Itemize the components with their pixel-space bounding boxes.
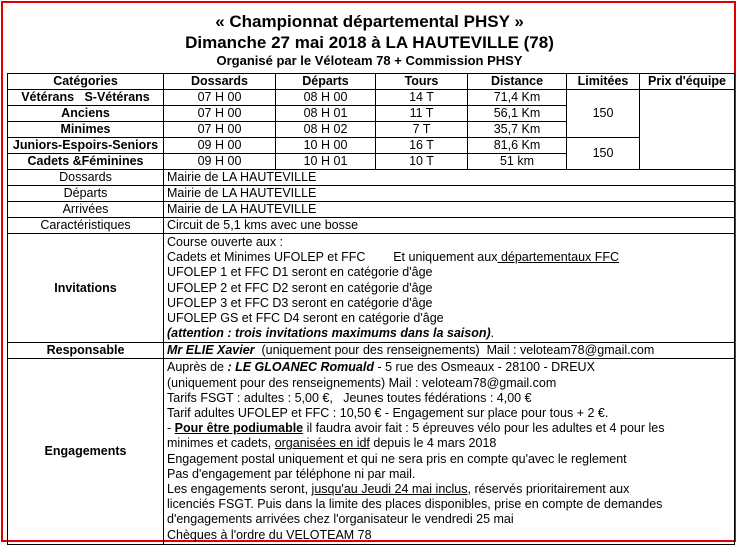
distance-value: 81,6 Km: [468, 138, 567, 154]
invitations-line: UFOLEP 1 et FFC D1 seront en catégorie d'âge: [167, 265, 433, 280]
invitations-line: UFOLEP 2 et FFC D2 seront en catégorie d'âge: [167, 280, 433, 295]
distance-value: 51 km: [468, 154, 567, 170]
category-name: Vétérans S-Vétérans: [8, 90, 164, 106]
responsable-value: Mr ELIE Xavier (uniquement pour des renseignements) Mail : veloteam78@gmail.com: [164, 343, 735, 359]
page-title: « Championnat départemental PHSY »: [215, 12, 524, 31]
info-label: Arrivées: [8, 202, 164, 218]
category-name: Anciens: [8, 106, 164, 122]
info-label: Dossards: [8, 170, 164, 186]
info-value: Mairie de LA HAUTEVILLE: [164, 186, 735, 202]
engagements-row: [8, 359, 735, 544]
invitations-line: UFOLEP 3 et FFC D3 seront en catégorie d'âge: [167, 295, 433, 310]
info-value: Mairie de LA HAUTEVILLE: [164, 202, 735, 218]
engagements-line: - Pour être podiumable il faudra avoir fait : 5 épreuves vélo pour les adultes et 4 pour les: [167, 421, 665, 436]
tours-count: 11 T: [376, 106, 468, 122]
depart-time: 08 H 01: [276, 106, 376, 122]
engagements-line: Pas d'engagement par téléphone ni par mail.: [167, 466, 416, 481]
limitees-value: 150: [567, 138, 640, 170]
limitees-value: 150: [567, 90, 640, 138]
distance-value: 71,4 Km: [468, 90, 567, 106]
engagements-line: Chèques à l'ordre du VELOTEAM 78: [167, 527, 372, 542]
engagements-line: Tarifs FSGT : adultes : 5,00 €, Jeunes toutes fédérations : 4,00 €: [167, 390, 532, 405]
invitations-row: [8, 234, 735, 343]
info-row: [8, 218, 735, 234]
tours-count: 16 T: [376, 138, 468, 154]
dossards-time: 07 H 00: [164, 106, 276, 122]
category-name: Minimes: [8, 122, 164, 138]
engagements-line: Les engagements seront, jusqu'au Jeudi 24 mai inclus, réservés prioritairement aux: [167, 482, 630, 497]
responsable-row: [8, 343, 735, 359]
col-distance: Distance: [468, 74, 567, 90]
invitations-line: Course ouverte aux :: [167, 235, 284, 249]
category-name: Cadets &Féminines: [8, 154, 164, 170]
table-row: [8, 138, 735, 154]
depart-time: 08 H 00: [276, 90, 376, 106]
engagements-line: Tarif adultes UFOLEP et FFC : 10,50 € - Engagement sur place pour tous + 2 €.: [167, 406, 609, 421]
responsable-name: Mr ELIE Xavier: [167, 343, 255, 358]
prix-equipe-cell: [640, 90, 735, 170]
dossards-time: 07 H 00: [164, 90, 276, 106]
col-departs: Départs: [276, 74, 376, 90]
col-prix-equipe: Prix d'équipe: [640, 74, 735, 90]
engagements-line: (uniquement pour des renseignements) Mail : veloteam78@gmail.com: [167, 375, 557, 390]
engagements-line: Engagement postal uniquement et qui ne sera pris en compte qu'avec le reglement: [167, 451, 627, 466]
depart-time: 10 H 01: [276, 154, 376, 170]
depart-time: 08 H 02: [276, 122, 376, 138]
engagements-line: Auprès de : LE GLOANEC Romuald - 5 rue des Osmeaux - 28100 - DREUX: [167, 360, 595, 375]
event-date: Dimanche 27 mai 2018 à LA HAUTEVILLE (78): [185, 33, 554, 52]
invitations-line: (attention : trois invitations maximums dans la saison).: [167, 326, 495, 341]
invitations-line: Cadets et Minimes UFOLEP et FFC Et uniquement aux départementaux FFC: [167, 250, 620, 265]
tours-count: 7 T: [376, 122, 468, 138]
info-label: Caractéristiques: [8, 218, 164, 234]
col-tours: Tours: [376, 74, 468, 90]
distance-value: 56,1 Km: [468, 106, 567, 122]
race-table: [7, 73, 735, 545]
col-categories: Catégories: [8, 74, 164, 90]
dossards-time: 09 H 00: [164, 154, 276, 170]
depart-time: 10 H 00: [276, 138, 376, 154]
info-row: [8, 170, 735, 186]
info-row: [8, 186, 735, 202]
organizer-line: Organisé par le Véloteam 78 + Commission PHSY: [216, 53, 523, 68]
table-row: [8, 90, 735, 106]
engagements-text: [164, 359, 735, 544]
invitations-line: UFOLEP GS et FFC D4 seront en catégorie d'âge: [167, 311, 444, 326]
engagements-line: licenciés FSGT. Puis dans la limite des places disponibles, prise en compte de demandes: [167, 497, 663, 512]
responsable-label: Responsable: [8, 343, 164, 359]
tours-count: 10 T: [376, 154, 468, 170]
info-value: Mairie de LA HAUTEVILLE: [164, 170, 735, 186]
engagements-line: d'engagements arrivées chez l'organisateur le vendredi 25 mai: [167, 512, 514, 527]
invitations-text: [164, 234, 735, 343]
col-dossards: Dossards: [164, 74, 276, 90]
distance-value: 35,7 Km: [468, 122, 567, 138]
dossards-time: 07 H 00: [164, 122, 276, 138]
info-row: [8, 202, 735, 218]
invitations-label: Invitations: [8, 234, 164, 343]
info-label: Départs: [8, 186, 164, 202]
engagements-line: minimes et cadets, organisées en idf depuis le 4 mars 2018: [167, 436, 497, 451]
tours-count: 14 T: [376, 90, 468, 106]
table-header-row: [8, 74, 735, 90]
info-value: Circuit de 5,1 kms avec une bosse: [164, 218, 735, 234]
dossards-time: 09 H 00: [164, 138, 276, 154]
col-limitees: Limitées: [567, 74, 640, 90]
category-name: Juniors-Espoirs-Seniors: [8, 138, 164, 154]
engagements-label: Engagements: [8, 359, 164, 544]
